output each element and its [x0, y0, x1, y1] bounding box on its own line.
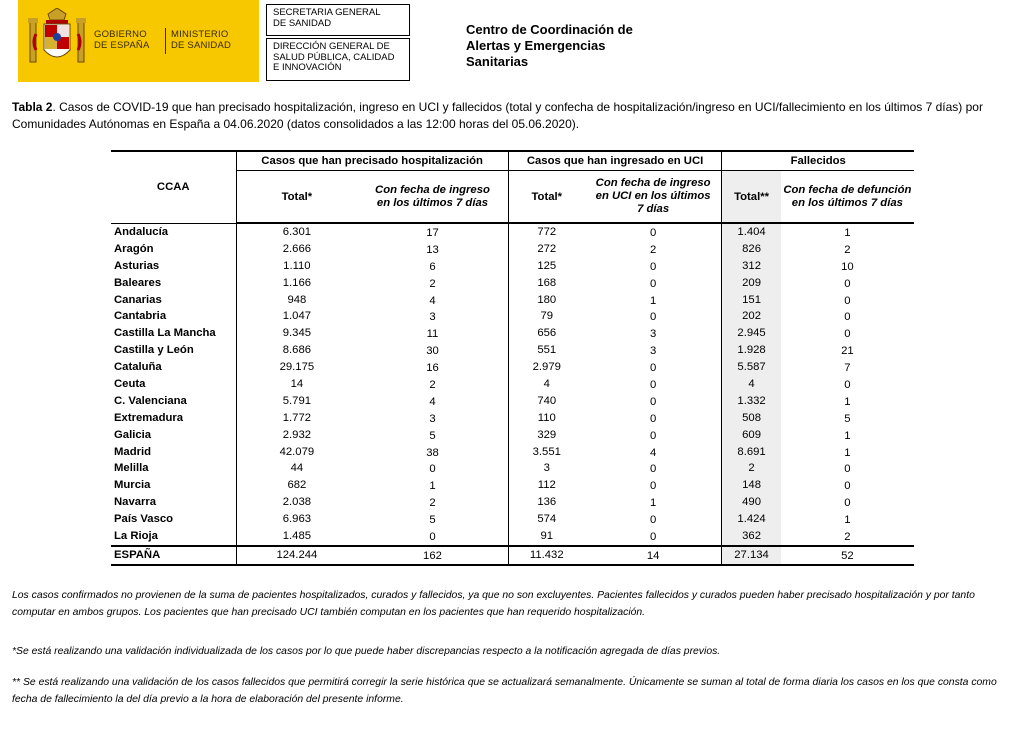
hosp-7d: 1: [429, 480, 436, 493]
hosp-total: 44: [236, 460, 357, 477]
fall-7d: 1: [844, 226, 851, 239]
ccaa-name: ESPAÑA: [111, 546, 236, 565]
uci-7d: 14: [585, 547, 722, 566]
fall-7d: 0: [844, 311, 851, 324]
hosp-7d: 2: [429, 378, 436, 391]
uci-7d: 0: [649, 429, 657, 442]
table-row: [111, 359, 914, 376]
uci-7d: 0: [649, 463, 657, 476]
fall-7d: 7: [844, 362, 851, 375]
fall-7d: 0: [844, 497, 851, 510]
hosp-total: 2.038: [236, 494, 357, 511]
fall-7d: 1: [844, 429, 851, 442]
fall-total: 1.332: [722, 393, 781, 410]
hosp-7d: 16: [426, 362, 439, 375]
hosp-7d: 2: [429, 497, 436, 510]
table-row: [111, 241, 914, 258]
fall-total: 151: [722, 292, 781, 309]
uci-total: 4: [508, 376, 585, 393]
ccaa-name: Ceuta: [114, 377, 146, 390]
table-row: [111, 528, 914, 546]
uci-7d: 0: [649, 378, 657, 391]
hosp-total: 1.166: [236, 275, 357, 292]
caption-text: . Casos de COVID-19 que han precisado hospitalización, ingreso en UCI y fallecidos (total y confecha de hospitalización/ingreso en UCI/fallecimiento en los últimos 7 días) por Comunidades Autónomas en España a 04.06.2020 (datos consolidados a las 12:00 horas del 05.06.2020).: [12, 100, 983, 131]
col-uci-total: Total*: [508, 171, 585, 224]
hosp-total: 42.079: [236, 444, 357, 461]
table-row: [111, 223, 914, 241]
uci-7d: 1: [649, 294, 657, 307]
uci-total: 91: [508, 528, 585, 546]
uci-7d: 0: [649, 226, 657, 239]
fall-total: 508: [722, 410, 781, 427]
uci-7d: 0: [649, 362, 657, 375]
fall-7d: 1: [844, 514, 851, 527]
ccaa-name: Asturias: [114, 259, 160, 272]
ccaa-name: Castilla La Mancha: [114, 327, 216, 340]
fall-7d: 2: [844, 243, 851, 256]
table-row: [111, 427, 914, 444]
table-row: [111, 275, 914, 292]
uci-7d: 0: [649, 480, 657, 493]
uci-7d: 4: [649, 446, 657, 459]
ccaa-name: Canarias: [114, 293, 162, 306]
uci-total: 740: [508, 393, 585, 410]
uci-total: 180: [508, 292, 585, 309]
hosp-total: 1.110: [236, 258, 357, 275]
uci-7d: 3: [649, 328, 657, 341]
hosp-7d: 0: [429, 463, 436, 476]
hosp-7d: 162: [357, 547, 508, 566]
fall-7d: 0: [844, 328, 851, 341]
col-uci-7d: Con fecha de ingreso en UCI en los últimos 7 días: [585, 171, 722, 224]
uci-total: 2.979: [508, 359, 585, 376]
hosp-7d: 4: [429, 395, 436, 408]
ccaa-name: Melilla: [114, 462, 149, 475]
ccaa-name: Aragón: [114, 242, 154, 255]
ccaa-name: País Vasco: [114, 513, 174, 526]
uci-7d: 1: [649, 497, 657, 510]
uci-total: 110: [508, 410, 585, 427]
group-uci: Casos que han ingresado en UCI: [508, 151, 722, 171]
fall-7d: 0: [844, 294, 851, 307]
col-ccaa: CCAA: [111, 151, 236, 223]
uci-total: 574: [508, 511, 585, 528]
hosp-7d: 17: [426, 226, 439, 239]
table-body: [111, 223, 914, 565]
hosp-7d: 2: [429, 277, 436, 290]
table-row: [111, 325, 914, 342]
ccaa-name: Madrid: [114, 445, 152, 458]
table-row: [111, 258, 914, 275]
hosp-total: 9.345: [236, 325, 357, 342]
hosp-7d: 5: [429, 429, 436, 442]
fall-total: 1.424: [722, 511, 781, 528]
uci-total: 551: [508, 342, 585, 359]
secretaria-box: SECRETARIA GENERAL DE SANIDAD: [266, 4, 410, 36]
fall-7d: 21: [841, 345, 854, 358]
ccaa-name: Murcia: [114, 479, 151, 492]
hosp-7d: 0: [429, 530, 436, 543]
government-logo-block: [18, 0, 259, 82]
hosp-total: 124.244: [236, 546, 357, 565]
fall-7d: 10: [841, 260, 854, 273]
hosp-7d: 6: [429, 260, 436, 273]
direccion-box: DIRECCIÓN GENERAL DE SALUD PÚBLICA, CALIDAD E INNOVACIÓN: [266, 38, 410, 81]
hosp-total: 2.932: [236, 427, 357, 444]
uci-total: 329: [508, 427, 585, 444]
hosp-total: 29.175: [236, 359, 357, 376]
hosp-total: 682: [236, 477, 357, 494]
ccaa-name: Cataluña: [114, 361, 162, 374]
fall-total: 312: [722, 258, 781, 275]
uci-7d: 0: [649, 514, 657, 527]
fall-total: 1.404: [722, 223, 781, 241]
footnote-asterisk: *Se está realizando una validación individualizada de los casos por lo que puede haber discrepancias respecto a la notificación agregada de días previos.: [12, 646, 721, 657]
gobierno-de-espana-label: GOBIERNO DE ESPAÑA: [94, 29, 150, 51]
col-fall-total: Total**: [722, 171, 781, 224]
covid-table: [111, 150, 914, 566]
table-row: [111, 460, 914, 477]
ccaa-name: La Rioja: [114, 529, 158, 542]
uci-total: 125: [508, 258, 585, 275]
fall-total: 27.134: [722, 546, 781, 565]
uci-total: 3.551: [508, 444, 585, 461]
hosp-7d: 5: [429, 514, 436, 527]
total-row: [111, 546, 914, 565]
uci-7d: 0: [649, 260, 657, 273]
fall-total: 362: [722, 528, 781, 546]
ccaa-name: C. Valenciana: [114, 394, 187, 407]
uci-7d: 2: [649, 243, 657, 256]
uci-total: 11.432: [508, 546, 585, 565]
col-hosp-total: Total*: [236, 171, 357, 224]
fall-total: 202: [722, 308, 781, 325]
hosp-7d: 3: [429, 311, 436, 324]
uci-total: 272: [508, 241, 585, 258]
coat-of-arms-icon: [28, 8, 86, 72]
group-hospitalizacion: Casos que han precisado hospitalización: [236, 151, 508, 171]
table-row: [111, 410, 914, 427]
footnote-general: Los casos confirmados no provienen de la suma de pacientes hospitalizados, curados y fallecidos, ya que no son excluyentes. Pacientes fallecidos y curados pueden haber precisado hospitalización y por tanto computar en ambos grupos. Los pacientes que han precisado UCI también computan en los pacientes que han requerido hospitalización.: [12, 590, 975, 618]
fall-total: 8.691: [722, 444, 781, 461]
fall-7d: 0: [844, 463, 851, 476]
caption-label: Tabla 2: [12, 100, 53, 114]
hosp-7d: 3: [429, 412, 436, 425]
hosp-total: 6.301: [236, 223, 357, 241]
fall-7d: 5: [844, 412, 851, 425]
hosp-7d: 11: [426, 328, 439, 341]
uci-7d: 0: [649, 277, 657, 290]
footnote-double-asterisk: ** Se está realizando una validación de los casos fallecidos que permitirá corregir la serie histórica que se actualizará semanalmente. Únicamente se suman al total de forma diaria los casos en los que consta como fecha de fallecimiento la del día previo a la hora de elaboración del presente informe.: [12, 677, 997, 705]
uci-7d: 0: [649, 395, 657, 408]
ministerio-label: MINISTERIO DE SANIDAD: [171, 29, 232, 51]
fall-7d: 0: [844, 277, 851, 290]
fall-total: 5.587: [722, 359, 781, 376]
table-row: [111, 511, 914, 528]
fall-7d: 1: [844, 446, 851, 459]
uci-7d: 0: [649, 412, 657, 425]
hosp-total: 1.772: [236, 410, 357, 427]
hosp-total: 5.791: [236, 393, 357, 410]
table-row: [111, 494, 914, 511]
uci-total: 772: [508, 223, 585, 241]
ccaa-name: Andalucía: [114, 225, 168, 238]
fall-total: 209: [722, 275, 781, 292]
fall-7d: 52: [781, 547, 914, 566]
hosp-total: 1.047: [236, 308, 357, 325]
hosp-7d: 30: [426, 345, 439, 358]
table-row: [111, 342, 914, 359]
ccaa-name: Castilla y León: [114, 344, 194, 357]
fall-total: 4: [722, 376, 781, 393]
fall-total: 2: [722, 460, 781, 477]
ccaa-name: Galicia: [114, 428, 152, 441]
fall-7d: 2: [844, 530, 851, 543]
ccaa-name: Extremadura: [114, 411, 184, 424]
hosp-total: 14: [236, 376, 357, 393]
fall-7d: 0: [844, 480, 851, 493]
fall-total: 1.928: [722, 342, 781, 359]
hosp-total: 948: [236, 292, 357, 309]
table-row: [111, 393, 914, 410]
ccaa-name: Navarra: [114, 496, 157, 509]
fall-total: 490: [722, 494, 781, 511]
table-row: [111, 477, 914, 494]
hosp-7d: 38: [426, 446, 439, 459]
hosp-7d: 13: [426, 243, 439, 256]
uci-total: 136: [508, 494, 585, 511]
col-hosp-7d: Con fecha de ingreso en los últimos 7 días: [357, 171, 508, 224]
hosp-total: 1.485: [236, 528, 357, 546]
uci-7d: 3: [649, 345, 657, 358]
table-row: [111, 376, 914, 393]
hosp-total: 8.686: [236, 342, 357, 359]
uci-total: 3: [508, 460, 585, 477]
uci-7d: 0: [649, 530, 657, 543]
uci-7d: 0: [649, 311, 657, 324]
uci-total: 79: [508, 308, 585, 325]
table-row: [111, 444, 914, 461]
fall-total: 148: [722, 477, 781, 494]
col-fall-7d: Con fecha de defunción en los últimos 7 días: [781, 171, 914, 224]
hosp-7d: 4: [429, 294, 436, 307]
table-caption: [12, 99, 1007, 133]
fall-total: 609: [722, 427, 781, 444]
ccaa-name: Cantabria: [114, 310, 167, 323]
fall-7d: 0: [844, 378, 851, 391]
fall-total: 2.945: [722, 325, 781, 342]
center-title: Centro de Coordinación de Alertas y Emergencias Sanitarias: [466, 22, 633, 69]
ccaa-name: Baleares: [114, 276, 162, 289]
table-row: [111, 308, 914, 325]
table-row: [111, 292, 914, 309]
logo-divider: [165, 28, 166, 54]
uci-total: 112: [508, 477, 585, 494]
fall-total: 826: [722, 241, 781, 258]
fall-7d: 1: [844, 395, 851, 408]
uci-total: 656: [508, 325, 585, 342]
hosp-total: 6.963: [236, 511, 357, 528]
group-fallecidos: Fallecidos: [722, 151, 914, 171]
hosp-total: 2.666: [236, 241, 357, 258]
uci-total: 168: [508, 275, 585, 292]
